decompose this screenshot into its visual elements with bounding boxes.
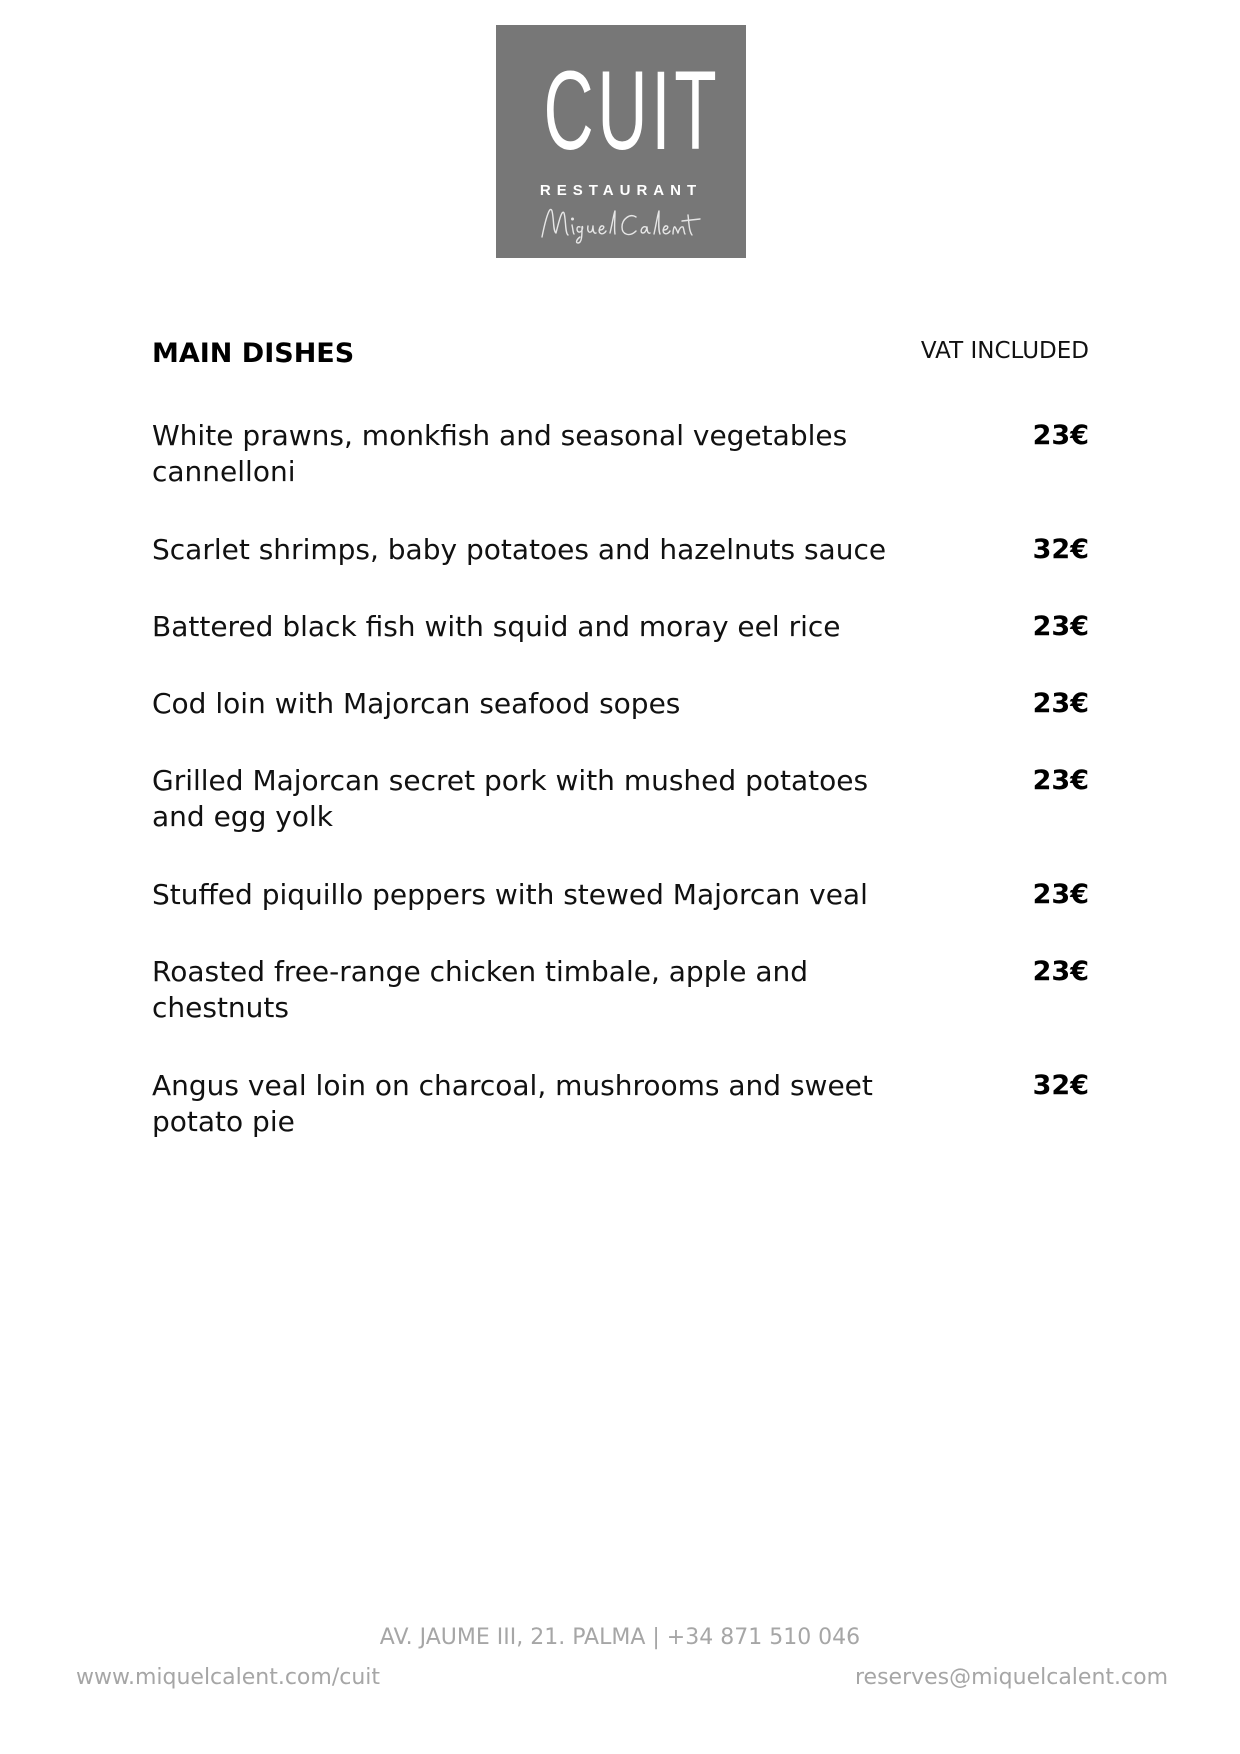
logo-name: CUIT [543, 48, 721, 173]
dish-name: Battered black fish with squid and moray eel rice [152, 610, 841, 643]
footer-website[interactable]: www.miquelcalent.com/cuit [76, 1665, 381, 1690]
logo-subtitle: RESTAURANT [539, 182, 703, 199]
dish-price: 23€ [1032, 688, 1089, 719]
menu-item [152, 686, 1089, 722]
dish-price: 23€ [1032, 420, 1089, 451]
dish-price: 23€ [1032, 765, 1089, 796]
menu-item [152, 763, 1089, 835]
dish-price: 23€ [1032, 879, 1089, 910]
dish-price: 23€ [1032, 956, 1089, 987]
restaurant-logo [496, 25, 746, 258]
dish-name: Angus veal loin on charcoal, mushrooms and sweet potato pie [152, 1069, 873, 1138]
dish-price: 32€ [1032, 1070, 1089, 1101]
dish-name: Roasted free-range chicken timbale, apple and chestnuts [152, 955, 809, 1024]
dish-price: 32€ [1032, 534, 1089, 565]
footer-address: AV. JAUME III, 21. PALMA | +34 871 510 046 [379, 1625, 861, 1650]
dish-name: Stuffed piquillo peppers with stewed Majorcan veal [152, 878, 868, 911]
menu-item [152, 609, 1089, 645]
dish-price: 23€ [1032, 611, 1089, 642]
menu-item [152, 418, 1089, 490]
dish-name: Grilled Majorcan secret pork with mushed potatoes and egg yolk [152, 764, 869, 833]
dish-name: Scarlet shrimps, baby potatoes and hazelnuts sauce [152, 533, 887, 566]
vat-note: VAT INCLUDED [920, 338, 1089, 364]
dish-name: White prawns, monkfish and seasonal vegetables cannelloni [152, 419, 848, 488]
signature-logo-icon [536, 197, 706, 247]
menu-item [152, 1068, 1089, 1140]
menu-item [152, 877, 1089, 913]
menu-list [152, 418, 1089, 1182]
footer-email[interactable]: reserves@miquelcalent.com [854, 1665, 1168, 1690]
section-title: MAIN DISHES [152, 338, 355, 369]
dish-name: Cod loin with Majorcan seafood sopes [152, 687, 681, 720]
menu-item [152, 954, 1089, 1026]
menu-item [152, 532, 1089, 568]
